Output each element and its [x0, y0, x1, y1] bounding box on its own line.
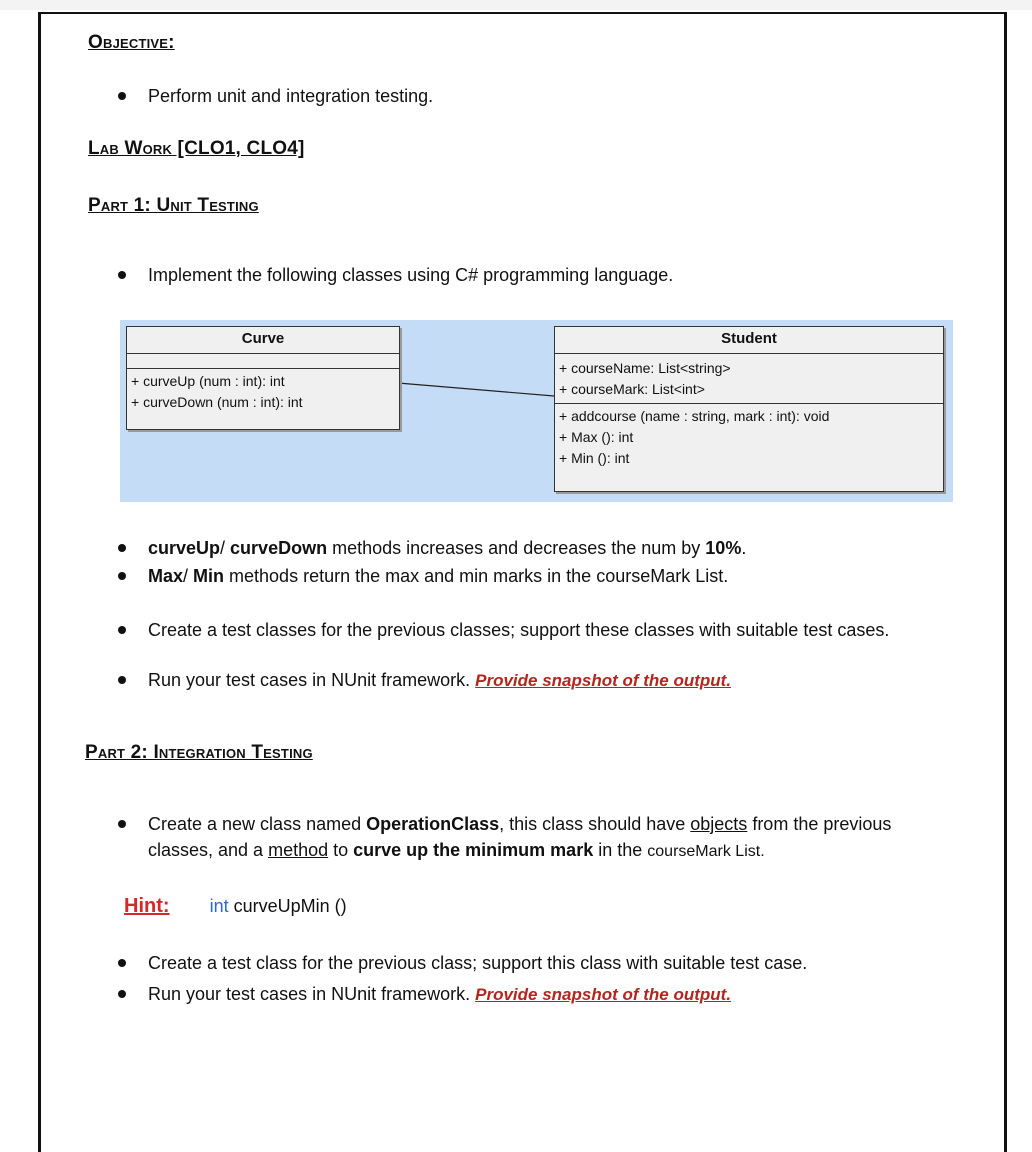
term-curveup: curveUp	[148, 538, 221, 558]
bullet-text: in the	[593, 840, 648, 860]
uml-methods-section	[127, 369, 399, 413]
uml-method: + curveUp (num : int): int	[131, 373, 285, 389]
uml-method: + Max (): int	[559, 429, 634, 445]
bullet-dot	[118, 572, 126, 580]
uml-class-title: Student	[555, 327, 943, 354]
term-operationclass: OperationClass	[366, 814, 500, 834]
hint-row	[124, 895, 347, 918]
hint-keyword: int	[209, 896, 229, 916]
bullet-text: Run your test cases in NUnit framework.	[148, 984, 476, 1004]
bullet-text: to	[328, 840, 354, 860]
term-percent: 10%	[705, 538, 742, 558]
bullet-dot	[118, 990, 126, 998]
bullet-text: Create a test classes for the previous classes; support these classes with suitable test cases.	[148, 620, 890, 640]
part1-heading: Part 1: Unit Testing	[88, 195, 259, 216]
bullet-text: methods return the max and min marks in the courseMark List.	[224, 566, 729, 586]
bullet-text: methods increases and decreases the num by	[327, 538, 706, 558]
hint-code: curveUpMin ()	[228, 896, 347, 916]
part1-intro-text: Implement the following classes using C# programming language.	[148, 265, 674, 285]
bullet-text: Run your test cases in NUnit framework.	[148, 670, 476, 690]
snapshot-link[interactable]: Provide snapshot of the output.	[475, 985, 732, 1004]
objective-heading: Objective:	[88, 32, 175, 53]
bullet-text: Create a new class named	[148, 814, 367, 834]
hint-label: Hint:	[124, 895, 170, 917]
uml-attribute: + courseMark: List<int>	[559, 381, 705, 397]
part2-heading: Part 2: Integration Testing	[85, 742, 313, 763]
association-line	[398, 383, 554, 396]
uml-attributes-section	[555, 354, 943, 404]
uml-methods-section	[555, 404, 943, 469]
bullet-dot	[118, 676, 126, 684]
uml-method: + addcourse (name : string, mark : int): void	[559, 408, 830, 424]
uml-method: + Min (): int	[559, 450, 630, 466]
uml-class-curve	[126, 326, 400, 430]
term-coursemark-list: courseMark List.	[647, 843, 765, 860]
term-method: method	[268, 840, 329, 860]
term-min: Min	[193, 566, 225, 586]
bullet-text: from the previous	[747, 814, 892, 834]
bullet-text: , this class should have	[499, 814, 691, 834]
bullet-text: /	[220, 538, 231, 558]
bullet-text: Create a test class for the previous class; support this class with suitable test case.	[148, 953, 808, 973]
uml-class-student	[554, 326, 944, 492]
term-max: Max	[148, 566, 184, 586]
term-objects: objects	[690, 814, 748, 834]
lab-work-heading: Lab Work [CLO1, CLO4]	[88, 138, 305, 159]
uml-attribute: + courseName: List<string>	[559, 360, 731, 376]
bullet-text: .	[741, 538, 747, 558]
uml-method: + curveDown (num : int): int	[131, 394, 303, 410]
snapshot-link[interactable]: Provide snapshot of the output.	[475, 671, 732, 690]
term-curve-up-min: curve up the minimum mark	[353, 840, 594, 860]
uml-class-title: Curve	[127, 327, 399, 354]
term-curvedown: curveDown	[230, 538, 328, 558]
bullet-dot	[118, 820, 126, 828]
bullet-text: classes, and a	[148, 840, 269, 860]
objective-bullet-text: Perform unit and integration testing.	[148, 86, 434, 106]
bullet-dot	[118, 959, 126, 967]
uml-attributes-section	[127, 354, 399, 369]
bullet-text: /	[183, 566, 194, 586]
bullet-dot	[118, 626, 126, 634]
bullet-dot	[118, 544, 126, 552]
